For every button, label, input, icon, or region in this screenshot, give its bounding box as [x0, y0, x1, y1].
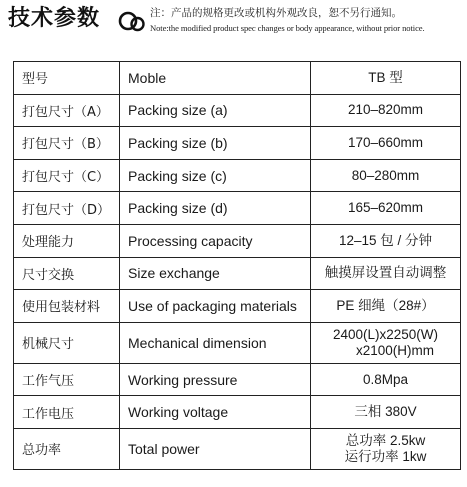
param-name-en: Mechanical dimension	[120, 322, 311, 363]
param-name-cn: 打包尺寸（C）	[14, 159, 120, 192]
notice-english: Note:the modified product spec changes or body appearance, without prior notice.	[150, 23, 425, 33]
param-name-cn: 处理能力	[14, 224, 120, 257]
param-name-en: Working pressure	[120, 363, 311, 396]
param-name-cn: 型号	[14, 62, 120, 95]
table-row	[14, 363, 461, 396]
param-name-cn: 工作气压	[14, 363, 120, 396]
param-value-line: 210–820mm	[347, 102, 424, 118]
table-row	[14, 192, 461, 225]
param-name-en: Packing size (a)	[120, 94, 311, 127]
param-value-line: 170–660mm	[347, 134, 424, 150]
table-row	[14, 159, 461, 192]
table-row	[14, 322, 461, 363]
param-value	[311, 257, 461, 290]
param-name-en: Total power	[120, 428, 311, 469]
param-name-cn: 机械尺寸	[14, 322, 120, 363]
table-row	[14, 62, 461, 95]
param-value-line: TB 型	[368, 69, 403, 85]
param-value	[311, 127, 461, 160]
param-value	[311, 396, 461, 429]
param-value	[311, 159, 461, 192]
param-name-en: Working voltage	[120, 396, 311, 429]
double-ring-icon	[117, 9, 147, 33]
param-value	[311, 192, 461, 225]
param-name-cn: 工作电压	[14, 396, 120, 429]
param-value-line: 165–620mm	[347, 200, 424, 216]
param-value-line: 总功率 2.5kw	[345, 432, 426, 448]
table-row	[14, 396, 461, 429]
table-row	[14, 290, 461, 323]
param-name-cn: 打包尺寸（A）	[14, 94, 120, 127]
param-value-line: 三相 380V	[354, 404, 417, 420]
param-name-en: Packing size (d)	[120, 192, 311, 225]
table-row	[14, 428, 461, 469]
param-value-line: 触摸屏设置自动调整	[324, 265, 447, 281]
param-value-line: x2100(H)mm	[355, 342, 434, 358]
table-row	[14, 127, 461, 160]
param-name-en: Moble	[120, 62, 311, 95]
param-value	[311, 363, 461, 396]
param-name-en: Use of packaging materials	[120, 290, 311, 323]
param-value-line: 80–280mm	[351, 167, 420, 183]
param-value-line: 运行功率 1kw	[344, 448, 427, 464]
param-name-cn: 打包尺寸（B）	[14, 127, 120, 160]
param-name-cn: 尺寸交换	[14, 257, 120, 290]
param-value-line: 0.8Mpa	[362, 371, 409, 387]
spec-table	[13, 61, 461, 470]
param-value	[311, 224, 461, 257]
param-name-cn: 使用包装材料	[14, 290, 120, 323]
table-row	[14, 257, 461, 290]
param-name-cn: 总功率	[14, 428, 120, 469]
param-value-line: 2400(L)x2250(W)	[332, 326, 439, 342]
param-value	[311, 428, 461, 469]
param-value	[311, 322, 461, 363]
param-value-line: 12–15 包 / 分钟	[338, 232, 433, 248]
param-name-en: Processing capacity	[120, 224, 311, 257]
page-header	[0, 0, 467, 44]
param-name-cn: 打包尺寸（D）	[14, 192, 120, 225]
page-title: 技术参数	[8, 6, 101, 31]
param-value	[311, 290, 461, 323]
param-name-en: Size exchange	[120, 257, 311, 290]
param-name-en: Packing size (b)	[120, 127, 311, 160]
notice-chinese: 注：产品的规格更改或机构外观改良，恕不另行通知。	[150, 7, 402, 19]
param-value	[311, 94, 461, 127]
param-value-line: PE 细绳（28#）	[336, 297, 435, 313]
table-row	[14, 224, 461, 257]
table-row	[14, 94, 461, 127]
param-name-en: Packing size (c)	[120, 159, 311, 192]
param-value	[311, 62, 461, 95]
